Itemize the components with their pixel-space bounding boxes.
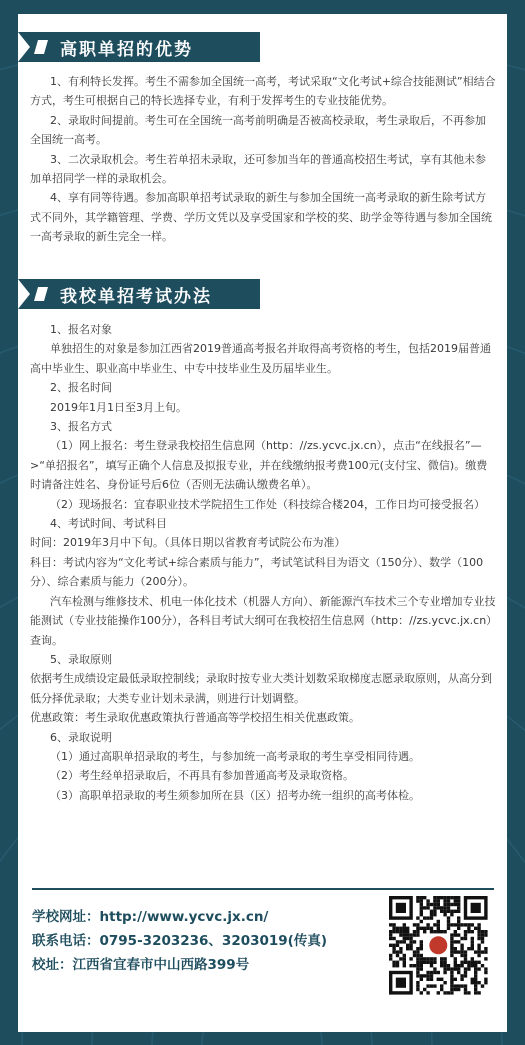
paragraph: 汽车检测与维修技术、机电一体化技术（机器人方向）、新能源汽车技术三个专业增加专业技能测试（专业技能操作100分），各科目考试大纲可在我校招生信息网（http：//zs.ycvc.jx.cn）查询。 [30,594,496,647]
footer-divider [32,888,494,890]
section-header-advantages [18,32,260,62]
subheading: 3、报名方式 [50,420,112,434]
paragraph: （1）网上报名：考生登录我校招生信息网（http：//zs.ycvc.jx.cn），点击“在线报名”—>“单招报名”，填写正确个人信息及拟报专业，并在线缴纳报考费100元(支付宝、微信)。缴费时请备注姓名、身份证号后6位（否则无法确认缴费名单）。 [30,439,488,492]
subheading: 5、录取原则 [50,652,112,666]
section-header-exam-method [18,279,260,309]
paragraph: 2019年1月1日至3月上旬。 [50,400,187,414]
contact-info [32,905,382,977]
paragraph: 2、录取时间提前。考生可在全国统一高考前明确是否被高校录取，考生录取后，不再参加全国统一高考。 [30,113,486,147]
advantages-body [30,72,496,247]
address-line: 校址：江西省宜春市中山西路399号 [32,957,250,973]
paragraph: （3）高职单招录取的考生须参加所在县（区）招考办统一组织的高考体检。 [50,788,420,802]
school-seal-icon [429,936,447,954]
paragraph: （2）考生经单招录取后，不再具有参加普通高考及录取资格。 [50,769,354,783]
section-title: 高职单招的优势 [60,39,193,60]
subheading: 6、录取说明 [50,730,112,744]
paragraph: 单独招生的对象是参加江西省2019普通高考报名并取得高考资格的考生，包括2019届普通高中毕业生、职业高中毕业生、中专中技毕业生及历届毕业生。 [30,342,491,375]
paragraph: （1）通过高职单招录取的考生，与参加统一高考录取的考生享受相同待遇。 [50,749,420,763]
paragraph: 时间：2019年3月中下旬。（具体日期以省教育考试院公布为准） [30,536,346,550]
subheading: 4、考试时间、考试科目 [50,517,167,531]
paragraph: （2）现场报名：宜春职业技术学院招生工作处（科技综合楼204，工作日均可接受报名） [50,497,485,511]
subheading: 2、报名时间 [50,381,112,395]
qr-code-icon [386,893,490,997]
paragraph: 3、二次录取机会。考生若单招未录取，还可参加当年的普通高校招生考试，享有其他未参加单招同学一样的录取机会。 [30,152,486,186]
paragraph: 依据考生成绩设定最低录取控制线；录取时按专业大类计划数采取梯度志愿录取原则，从高分到低分择优录取；大类专业计划未录满，则进行计划调整。 [30,672,492,705]
qr-code-graphic [386,893,490,997]
subheading: 1、报名对象 [50,323,112,336]
paragraph: 优惠政策：考生录取优惠政策执行普通高等学校招生相关优惠政策。 [30,711,360,725]
phone-line: 联系电话：0795-3203236、3203019(传真) [32,933,328,949]
website-line[interactable]: 学校网址：http://www.ycvc.jx.cn/ [32,909,269,925]
paragraph: 科目：考试内容为“文化考试+综合素质与能力”，考试笔试科目为语文（150分）、数学（100分）、综合素质与能力（200分）。 [30,555,484,589]
section-title: 我校单招考试办法 [60,286,212,307]
paragraph: 4、享有同等待遇。参加高职单招考试录取的新生与参加全国统一高考录取的新生除考试方式不同外，其学籍管理、学费、学历文凭以及享受国家和学校的奖、助学金等待遇与参加全国统一高考录取的新生完全一样。 [30,191,492,244]
paragraph: 1、有利特长发挥。考生不需参加全国统一高考，考试采取“文化考试+综合技能测试”相结合方式，考生可根据自己的特长选择专业，有利于发挥考生的专业技能优势。 [30,75,496,108]
exam-method-body [30,320,496,805]
